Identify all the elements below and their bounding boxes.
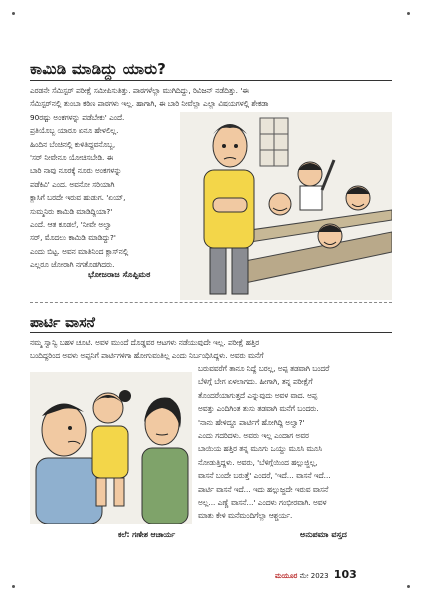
illustration-credit: ಕಲೆ: ಗಣೇಶ ಆಚಾರ್ಯ [118, 530, 176, 539]
article2-author: ಅನುಪಮಾ ವಸ್ತದ [300, 529, 347, 539]
title-underline [30, 332, 392, 333]
text-line: ಎಂದು ಬಿಟ್ಟ. ಅವನ ಮಾತಿನಿಂದ ಕ್ಲಾಸ್‌ನಲ್ಲಿ [30, 246, 129, 256]
text-line: ಪಡೆಕಿವಿ' ಎಂದ. ಅವನೋ ಸರಿಯಾಗಿ [30, 179, 115, 189]
family-cartoon [30, 372, 192, 524]
crop-mark [12, 585, 15, 588]
family-illustration [30, 372, 192, 524]
article1-author: ಭೋಜರಾಜ ಸೊಪ್ಪಿಮಠ [88, 269, 151, 279]
text-line: ಎಂದೆ. ಆತ ಕೂಡಲೆ, 'ನೀವೇ ಅಲ್ವಾ [30, 220, 112, 230]
issue-date: ಮೇ 2023 [299, 572, 329, 580]
text-line: ಹಿಂದಿನ ಬೆಂಚಿನಲ್ಲಿ ಕುಳಿತಿದ್ದವನೊಬ್ಬ, [30, 139, 116, 149]
crop-mark [12, 12, 15, 15]
text-line: ಕ್ಲಾಸಿಗೆ ಬರದೇ ಇರುವ ಹುಡುಗ. 'ಏಯ್, [30, 193, 126, 203]
text-line: ಎರಡನೇ ಸೆಮಿಸ್ಟರ್ ಪರೀಕ್ಷೆ ಸಮೀಪಿಸುತಿತ್ತು. ಪಾಠಗಳೆಲ್ಲಾ ಮುಗಿದಿದ್ದು, ರಿವಿಜನ್ ನಡೆದಿತ್ತು. 'ಈ [30, 86, 249, 95]
magazine-name: ಮಯೂರ [275, 572, 298, 580]
text-line: 'ಸರ್ ನೀವೇನೂ ಯೋಚಿಸಬೇಡಿ. ಈ [30, 153, 114, 163]
text-line: ವಾಸನೆ ಬಂದೇ ಬರುತ್ತೆ' ಎಂದರೆ, 'ಇದೆ... ವಾಸನೆ ಇದೆ... [198, 471, 331, 481]
student-figure [269, 193, 291, 215]
text-line: ಸೆಮಿಸ್ಟರ್‌ನಲ್ಲಿ ತುಂಬಾ ಕಠಿಣ ಪಾಠಗಳು ಇಲ್ಲ. ಹಾಗಾಗಿ, ಈ ಬಾರಿ ನೀವೆಲ್ಲಾ ಎಲ್ಲಾ ವಿಷಯಗಳಲ್ಲಿ ಶೇಕಡಾ [30, 99, 269, 109]
text-line: ಬಾಯಿಯ ಹತ್ತಿರ ತನ್ನ ಮೂಗು ಒಯ್ದು ಮೂಸಿ ಮೂಸಿ [198, 444, 322, 454]
text-line: ಬರುವವರೆಗೆ ತಾನೂ ನಿದ್ದೆ ಬರಲ್ಲ, ಅಪ್ಪ ತಡವಾಗಿ ಬಂದರೆ [198, 364, 330, 373]
text-line: ಮಾತು ಕೇಳಿ ಮನೆಮಂದಿಗೆಲ್ಲಾ ಆಶ್ಚರ್ಯ. [198, 511, 293, 521]
text-line: 90ರಷ್ಟು ಅಂಕಗಳನ್ನು ಪಡೆಬೇಕು' ಎಂದೆ. [30, 112, 125, 122]
text-line: ಅಲ್ಲ... ಎಣ್ಣೆ ವಾಸನೆ...' ಎಂದಳು ಗಂಭೀರವಾಗಿ. ಅವಳ [198, 498, 327, 508]
article1-title: ಕಾಮಿಡಿ ಮಾಡಿದ್ದು ಯಾರು? [30, 60, 167, 78]
text-line: ಅವತ್ತು ಎಂದಿಗಿಂತ ತುಸು ತಡವಾಗಿ ಮನೆಗೆ ಬಂದರು. [198, 404, 319, 414]
page-footer [275, 568, 357, 581]
text-line: ಬಂದಿದ್ದರಿಂದ ಅವಳು ಅಪ್ಪನಿಗೆ ಪಾರ್ಟಿಗಳಿಗಾ ಹೋಗುವಂತಿಲ್ಲ ಎಂದು ನಿರ್ಬಂಧಿಸಿದ್ದಳು. ಅವರು ಮನೆಗೆ [30, 351, 264, 361]
article2-intro [30, 336, 263, 363]
page-number: 103 [333, 568, 357, 581]
article2-column [198, 362, 331, 523]
text-line: ಸುಮ್ಮನಿರು ಕಾಮಿಡಿ ಮಾಡಿದ್ದಿಯಾ?' [30, 206, 113, 216]
text-line: ಬೆಳಿಗ್ಗೆ ಬೇಗ ಏಳಲಾಗದು. ಹೀಗಾಗಿ, ತನ್ನ ಪರೀಕ್ಷೆಗೆ [198, 377, 313, 387]
text-line: ಸರ್, ಮೊದಲು ಕಾಮಿಡಿ ಮಾಡಿದ್ದು?' [30, 233, 116, 243]
text-line: ತೊಂದರೆಯಾಗುತ್ತದೆ ಎನ್ನುವುದು ಅವಳ ವಾದ. ಅಪ್ಪ [198, 390, 318, 400]
text-line: ಎಲ್ಲರೂ ಜೋರಾಗಿ ನಗತೊಡಗಿದರು. [30, 260, 115, 270]
text-line: ಬಾರಿ ನಾವು ನೂರಕ್ಕೆ ನೂರು ಅಂಕಗಳನ್ನು [30, 166, 122, 176]
section-divider [30, 302, 392, 303]
crop-mark [407, 12, 410, 15]
classroom-cartoon [180, 112, 392, 300]
student-figure [318, 224, 342, 248]
text-line: 'ನಾನು ಹೇಳಿದ್ದೂ ಪಾರ್ಟಿಗೆ ಹೋಗಿದ್ದಿ ಅಲ್ವಾ?' [198, 417, 305, 427]
text-line: ಪ್ರತಿಯೊಬ್ಬ ಯಾರೂ ಏನೂ ಹೇಳಲಿಲ್ಲ. [30, 126, 119, 136]
crop-mark [407, 585, 410, 588]
article2-title: ಪಾರ್ಟಿ ವಾಸನೆ [30, 315, 95, 331]
student-figure [346, 186, 370, 210]
text-line: ಎಂದು ಗದರಿದಳು. ಅವರು ಇಲ್ಲ ಎಂದಾಗ ಅವರ [198, 431, 309, 441]
text-line: ನೋಡುತ್ತಿದ್ದಳು. ಅವರು, 'ಬೆಳಿಗ್ಗೆಯಿಂದ ಹಲ್ಲುಜ್ಜಿಲ್ಲ, [198, 457, 318, 467]
text-line: ನಮ್ಮ ಸ್ವಾನ್ವಿ ಬಹಳ ಚೂಟಿ. ಅವಳ ಮುಂದೆ ದೊಡ್ಡವರ ಆಟಗಳು ನಡೆಯುವುದೇ ಇಲ್ಲ. ಪರೀಕ್ಷೆ ಹತ್ತಿರ [30, 338, 260, 347]
title-underline [30, 80, 392, 81]
text-line: ಪಾರ್ಟಿ ವಾಸನೆ ಇದೆ... ಇದು ಹಲ್ಲುಜ್ಜದೇ ಇರುವ ವಾಸನೆ [198, 484, 329, 494]
classroom-illustration [180, 112, 392, 300]
window-icon [260, 118, 288, 166]
